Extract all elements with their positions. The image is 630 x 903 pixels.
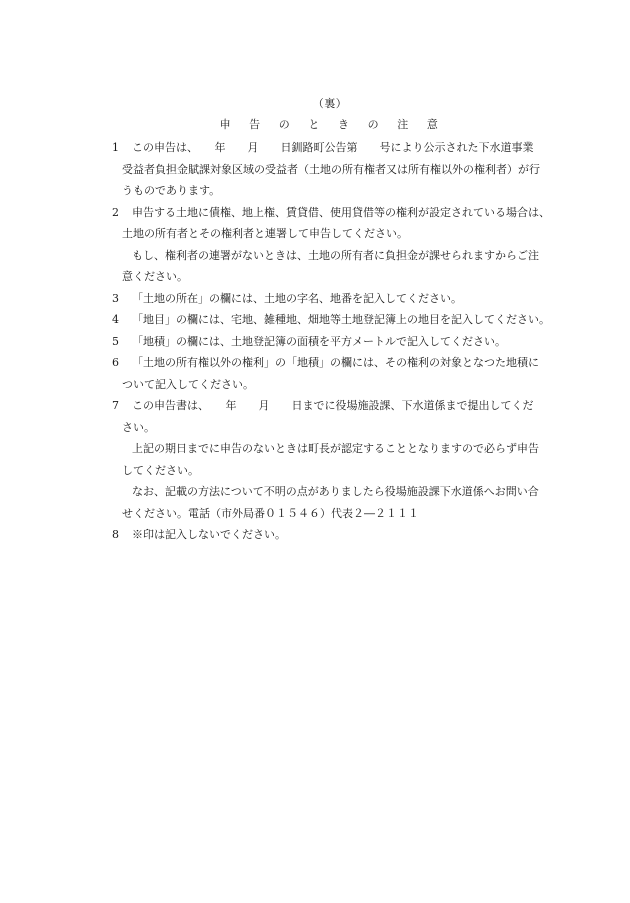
note-text: 「地積」の欄には、土地登記簿の面積を平方メートルで記入してください。 [132, 334, 506, 348]
note-line [112, 481, 582, 503]
note-text: なお、記載の方法について不明の点がありましたら役場施設課下水道係へお問い合 [132, 485, 539, 498]
title-char: の [367, 118, 380, 131]
note-number: 5 [112, 334, 119, 348]
note-text: 上記の期日までに申告のないときは町長が認定することとなりますので必らず申告 [132, 442, 539, 455]
title-char: 注 [397, 118, 409, 131]
note-line [112, 331, 582, 353]
note-text: もし、権利者の連署がないときは、土地の所有者に負担金が課せられますからご注 [132, 248, 539, 262]
note-line [112, 460, 582, 482]
title-char: 申 [219, 118, 232, 131]
note-number: 1 [112, 141, 119, 154]
note-text: 「土地の所在」の欄には、土地の字名、地番を記入してください。 [132, 291, 462, 305]
note-line [112, 223, 582, 245]
note-line [112, 374, 582, 396]
note-text: してください。 [122, 463, 199, 477]
note-line [112, 503, 582, 525]
title-char: き [338, 118, 350, 131]
note-line [112, 309, 582, 331]
note-text: ※印は記入しないでください。 [132, 528, 286, 541]
note-text: 「地目」の欄には、宅地、雑種地、畑地等土地登記簿上の地目を記入してください。 [132, 313, 550, 326]
note-text: 意ください。 [122, 270, 188, 283]
note-text: 「土地の所有権以外の権利」の「地積」の欄には、その権利の対象となつた地積に [132, 356, 539, 369]
note-line [112, 266, 582, 288]
note-number: 3 [112, 291, 119, 305]
title-char: 告 [249, 118, 261, 131]
page-title [0, 116, 630, 132]
note-text: 申告する土地に債権、地上権、賃貸借、使用貸借等の権利が設定されている場合は、 [132, 205, 550, 219]
note-text: この申告書は、 年 月 日までに役場施設課、下水道係まで提出してくだ [132, 399, 534, 412]
note-number: 6 [112, 356, 119, 369]
back-side-label: （裏） [312, 97, 348, 110]
note-line [112, 288, 582, 310]
note-line [112, 159, 582, 181]
title-char: 意 [426, 118, 439, 131]
note-line [112, 417, 582, 439]
note-line [112, 438, 582, 460]
note-line [112, 180, 582, 202]
notes-list [112, 137, 582, 546]
note-text: 土地の所有者とその権利者と連署して申告してください。 [122, 227, 408, 240]
note-line [112, 524, 582, 546]
title-char: の [278, 118, 291, 131]
note-number: 8 [112, 528, 119, 541]
note-text: ついて記入してください。 [122, 377, 254, 391]
note-line [112, 245, 582, 267]
note-number: 2 [112, 205, 119, 219]
note-line [112, 137, 582, 159]
note-text: うものであります。 [122, 184, 221, 197]
note-line [112, 395, 582, 417]
note-text: さい。 [122, 420, 155, 434]
note-number: 4 [112, 313, 119, 326]
note-number: 7 [112, 399, 119, 412]
title-char: と [308, 118, 320, 131]
note-line [112, 352, 582, 374]
note-line [112, 202, 582, 224]
note-text: この申告は、 年 月 日釧路町公告第 号により公示された下水道事業 [132, 141, 534, 154]
note-text: せください。電話（市外局番０１５４６）代表２―２１１１ [122, 506, 419, 520]
note-text: 受益者負担金賦課対象区域の受益者（土地の所有権者又は所有権以外の権利者）が行 [122, 162, 540, 176]
